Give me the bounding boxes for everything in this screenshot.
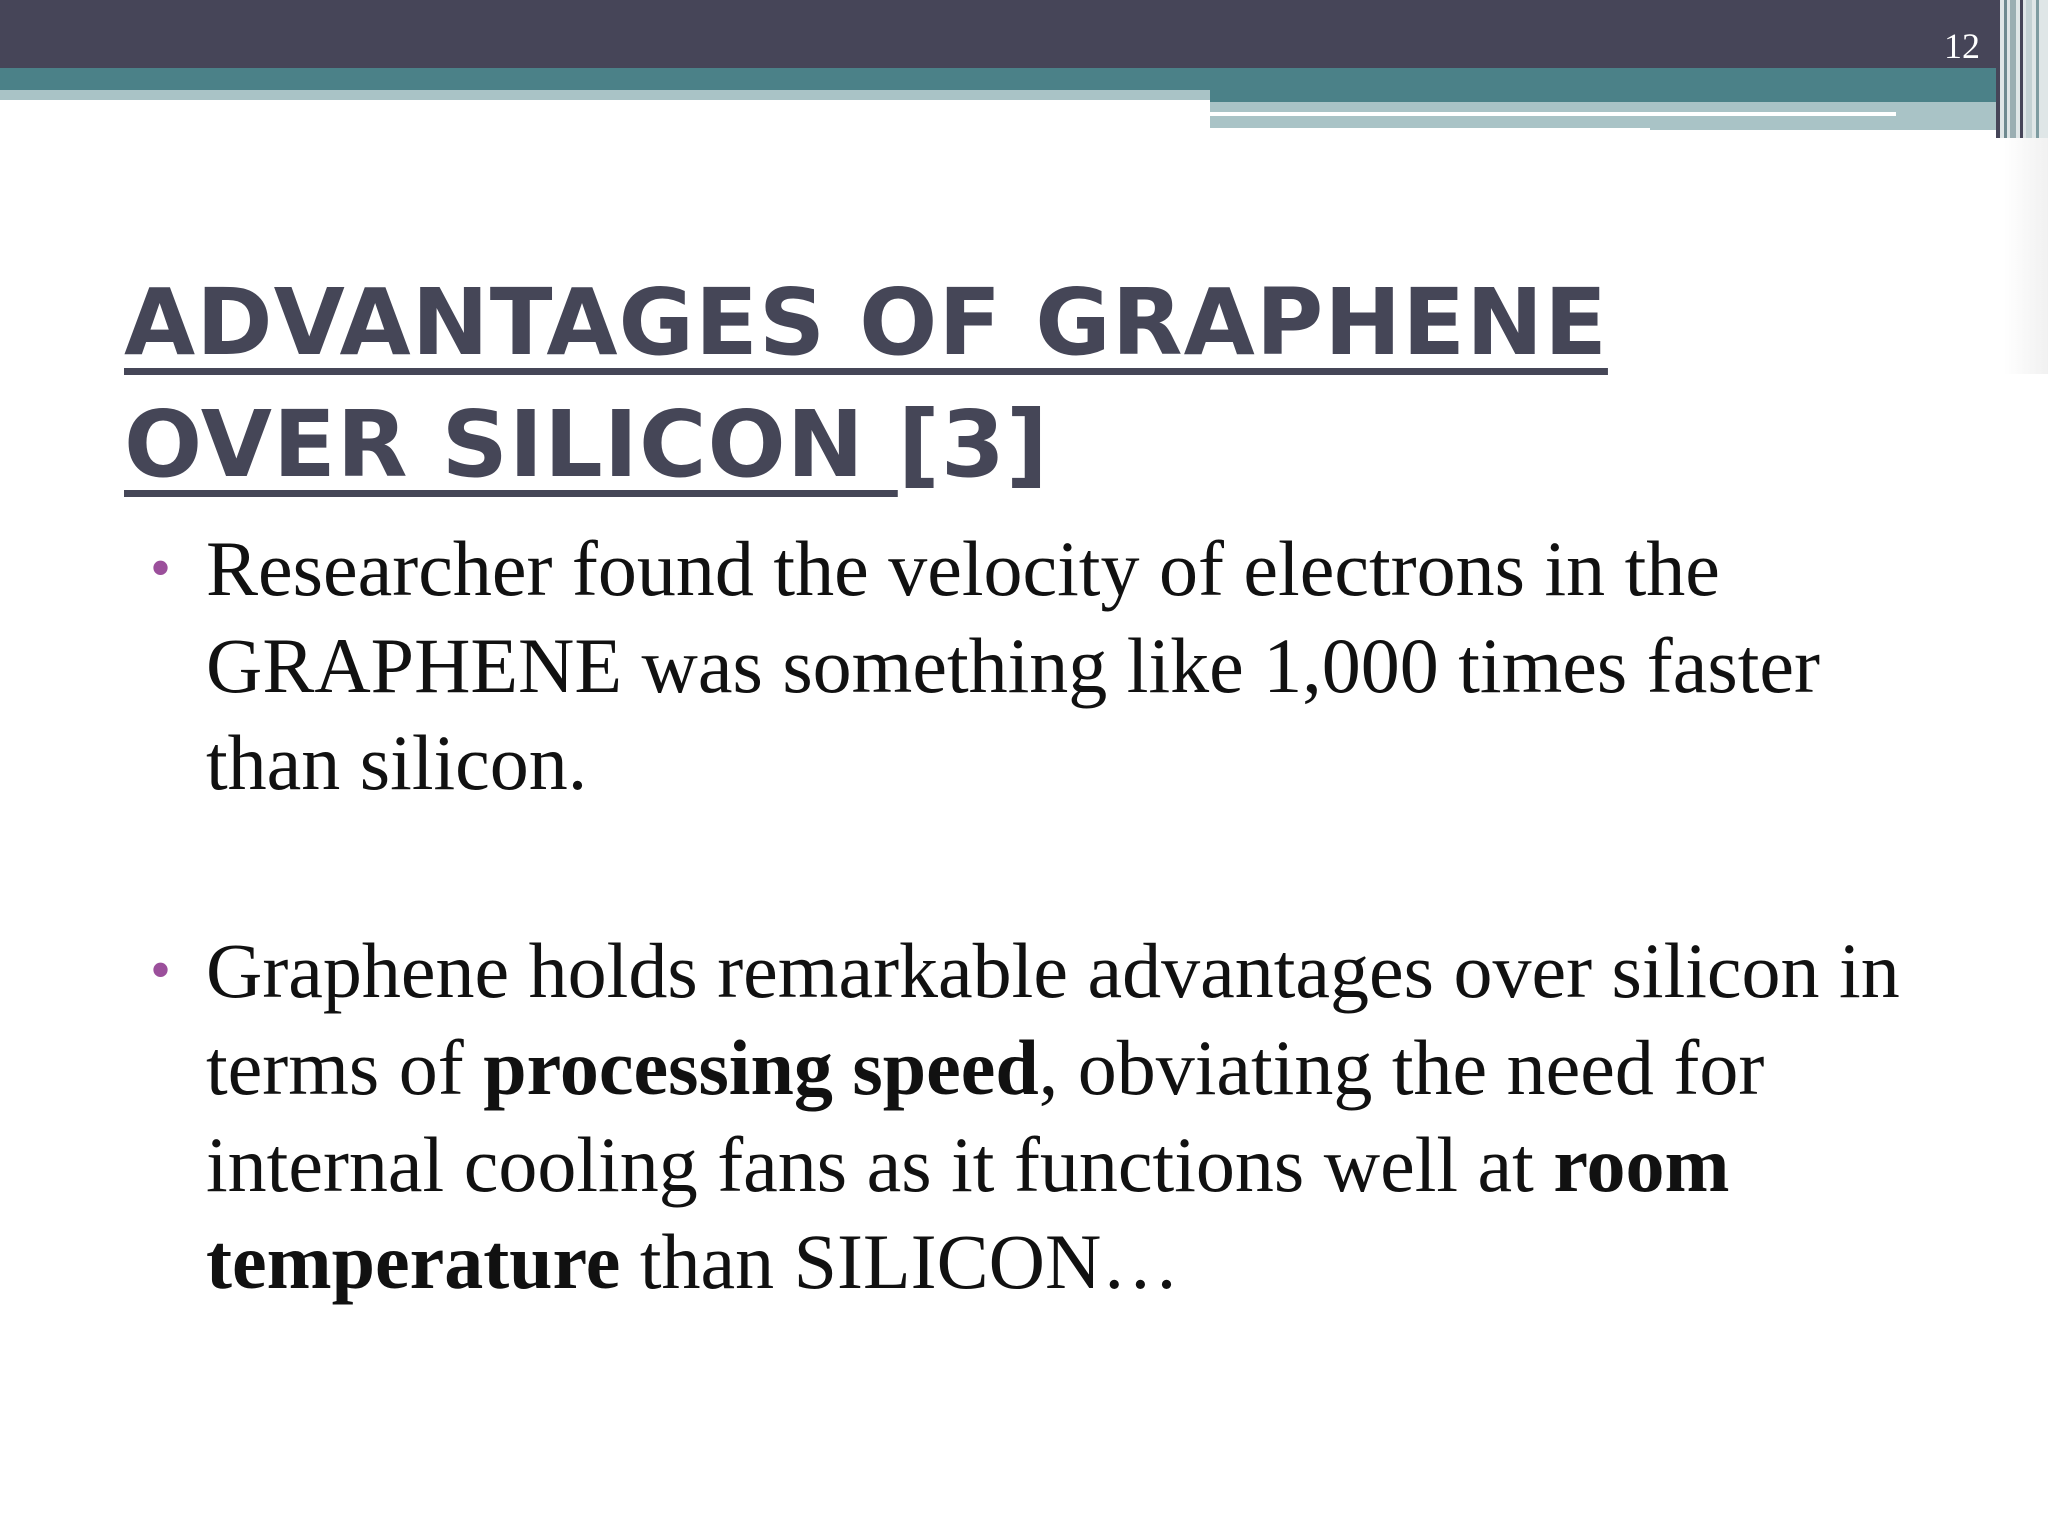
bullet-icon: • [150, 937, 172, 1003]
bullet-text-part: , obviating the need for internal cooling fans as it functions well at [206, 1024, 1765, 1208]
bullet-item [146, 922, 1946, 1310]
bullet-bold-text: processing speed [483, 1024, 1039, 1111]
slide-title [124, 262, 1864, 506]
header-band-pale [0, 90, 1210, 100]
slide-number: 12 [1944, 26, 1980, 66]
bullet-bold-text: room temperature [206, 1121, 1730, 1305]
header-band-line [1650, 130, 1996, 138]
header-band-step [1210, 116, 1996, 128]
bullet-list [146, 520, 1946, 1310]
bullet-text-part: than SILICON… [620, 1218, 1180, 1305]
bullet-icon: • [150, 535, 172, 601]
bullet-text: Researcher found the velocity of electrons in the GRAPHENE was something like 1,000 times faster than silicon. [206, 525, 1820, 806]
slide-edge-shadow [2004, 138, 2048, 374]
header-band-step [1210, 90, 1996, 102]
bullet-item [146, 520, 1946, 811]
header-band-dark [0, 0, 1996, 68]
title-reference: [3] [897, 391, 1049, 498]
header-band-teal [0, 68, 1996, 90]
title-text: ADVANTAGES OF GRAPHENE OVER SILICON [124, 269, 1608, 498]
bullet-text-part: Graphene holds remarkable advantages over silicon in terms of [206, 927, 1900, 1111]
header-right-edge [1996, 0, 2048, 138]
